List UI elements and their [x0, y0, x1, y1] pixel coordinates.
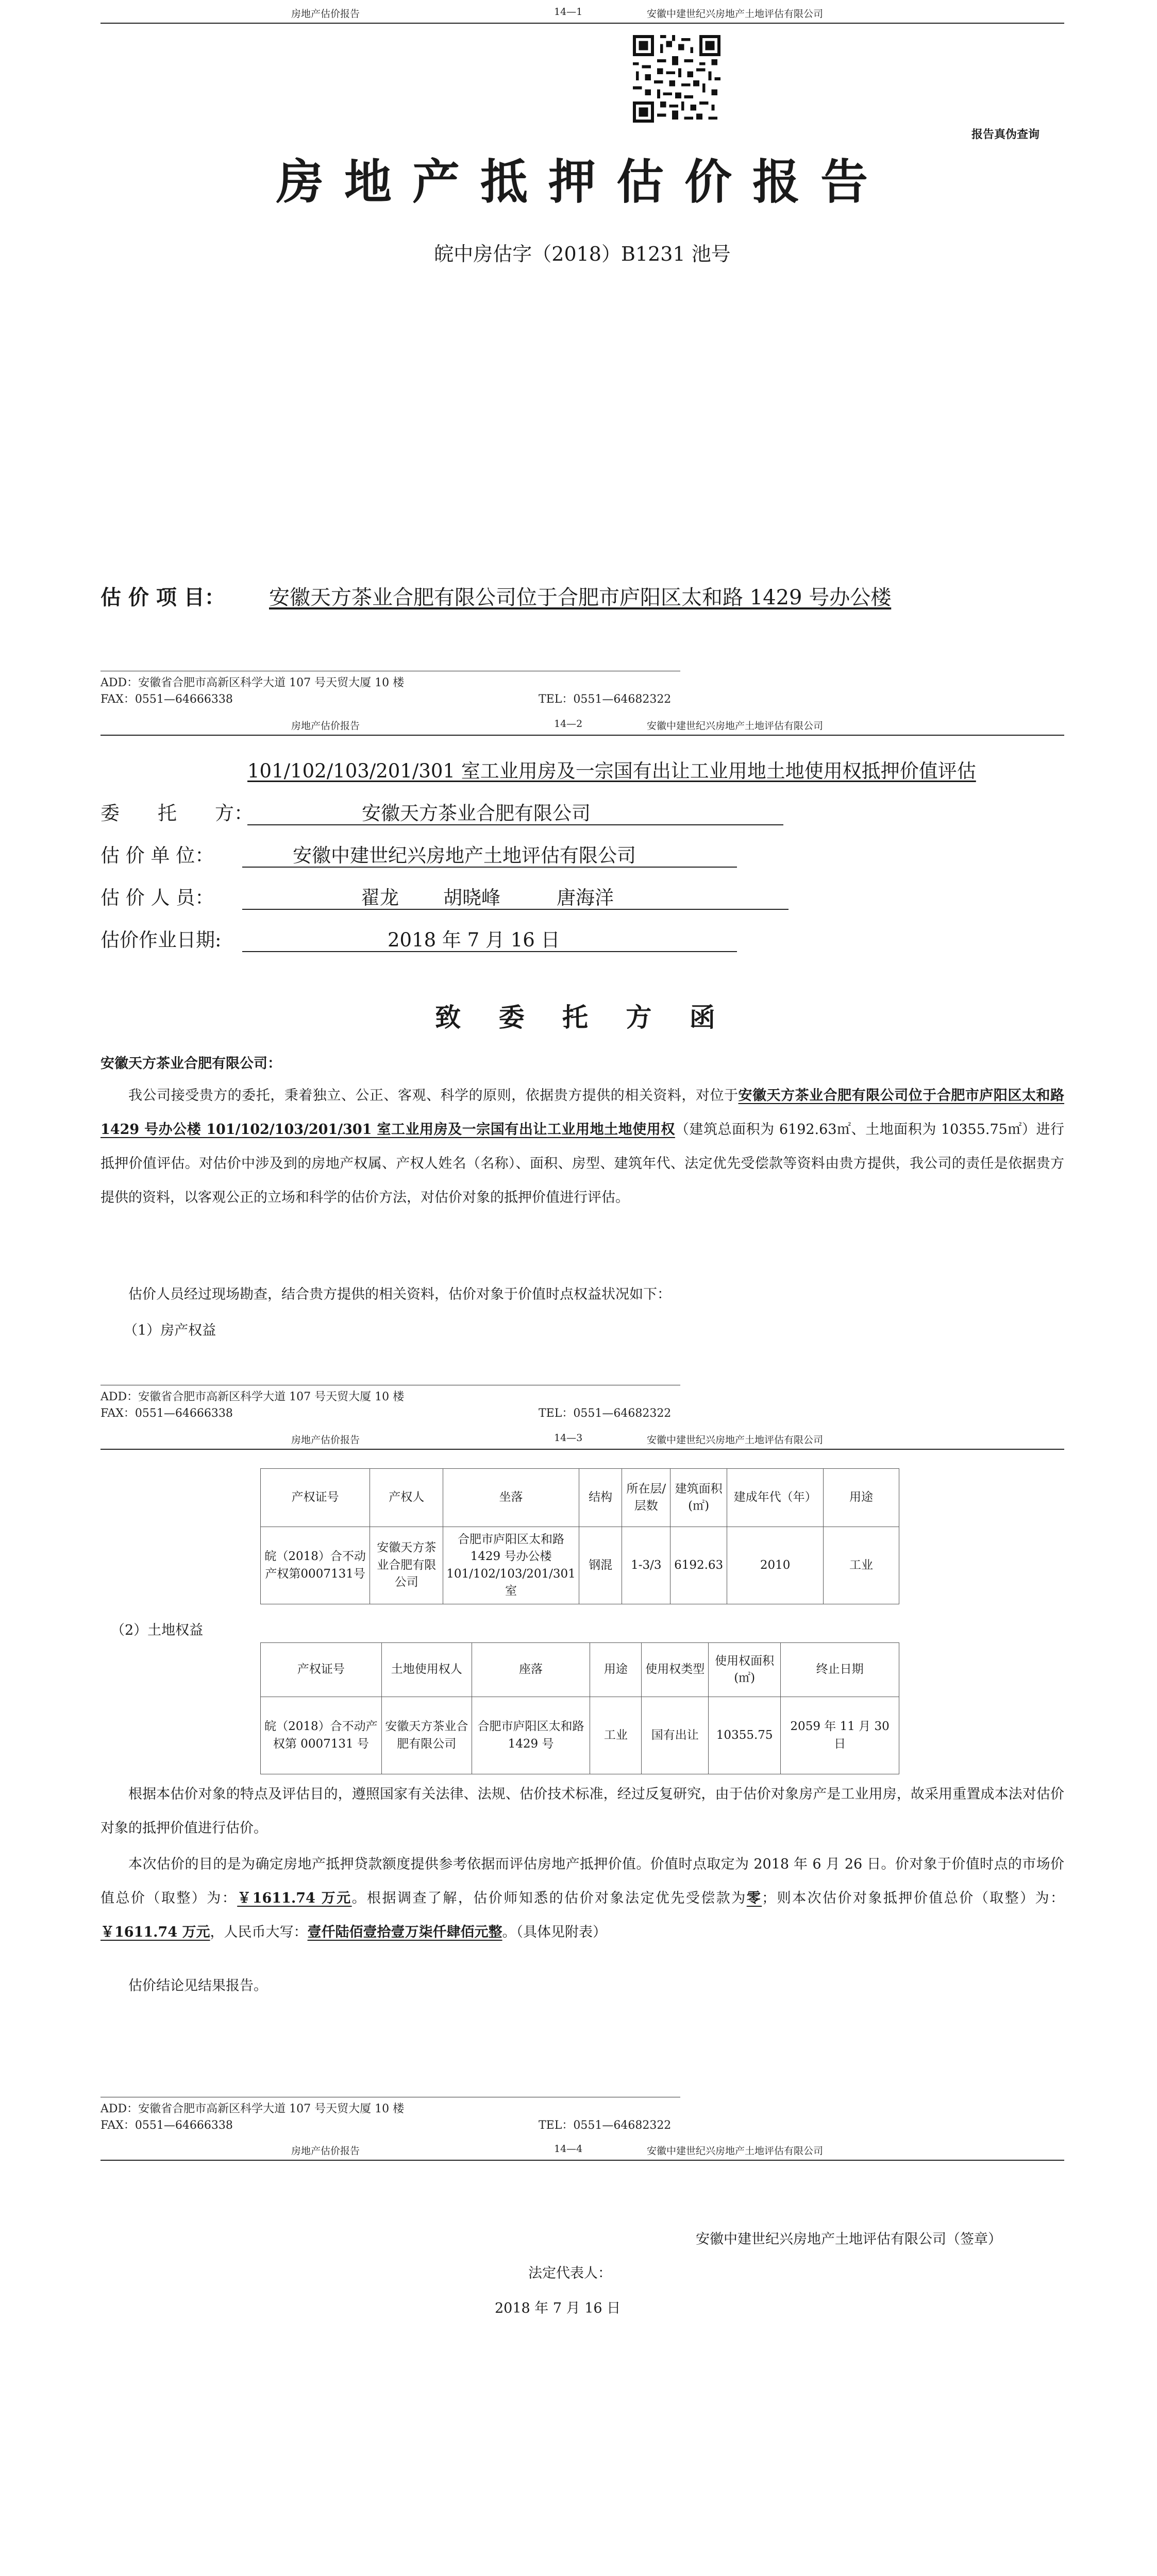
table-cell: 国有出让 — [642, 1697, 709, 1774]
column-header: 土地使用权人 — [381, 1643, 472, 1697]
column-header: 建筑面积(㎡) — [670, 1469, 727, 1527]
column-header: 终止日期 — [781, 1643, 899, 1697]
appraiser-org-label: 估 价 单 位： — [100, 844, 214, 867]
mortgage-value: ￥1611.74 万元 — [100, 1924, 210, 1940]
client-label: 委 托 方： — [100, 802, 253, 824]
table-row — [261, 1527, 899, 1604]
report-number: 皖中房估字（2018）B1231 池号 — [434, 243, 731, 265]
letter-paragraph-2: 估价人员经过现场勘查，结合贵方提供的相关资料，估价对象于价值时点权益状况如下： — [128, 1286, 671, 1302]
column-header: 用途 — [824, 1469, 899, 1527]
page-header-number: 14—2 — [554, 718, 583, 730]
column-header: 结构 — [579, 1469, 622, 1527]
land-rights-table — [260, 1642, 899, 1774]
column-header: 用途 — [590, 1643, 642, 1697]
column-header: 使用权面积(㎡) — [709, 1643, 781, 1697]
column-header: 产权人 — [370, 1469, 443, 1527]
appraiser-name: 唐海洋 — [557, 887, 614, 909]
column-header: 坐落 — [443, 1469, 579, 1527]
header-rule — [100, 735, 1064, 736]
table-cell: 安徽天方茶业合肥有限公司 — [370, 1527, 443, 1604]
letter-title: 致 委 托 方 函 — [435, 1002, 730, 1032]
footer-fax: FAX：0551—64666338 — [100, 2119, 233, 2132]
appraiser-org-value: 安徽中建世纪兴房地产土地评估有限公司 — [293, 844, 636, 867]
signature-legal-representative: 法定代表人： — [528, 2265, 612, 2281]
appraiser-name: 翟龙 — [361, 887, 399, 909]
table-cell: 2010 — [727, 1527, 824, 1604]
letter-paragraph-1: 我公司接受贵方的委托，秉着独立、公正、客观、科学的原则，依据贵方提供的相关资料，对位于安徽天方茶业合肥有限公司位于合肥市庐阳区太和路 1429 号办公楼 101/102/103/201/301 室工业用房及一宗国有出让工业用地土地使用权（建筑总面积为 6192.63㎡、土地面积为 10355.75㎡）进行抵押价值评估。对估价中涉及到的房地产权属、产权人姓名（名称）、面积、房型、建筑年代、法定优先受偿款等资料由贵方提供，我公司的责任是依据贵方提供的资料，以客观公正的立场和科学的估价方法，对估价对象的抵押价值进行评估。 — [100, 1088, 1065, 1206]
page-header-left: 房地产估价报告 — [291, 1434, 360, 1446]
signature-company: 安徽中建世纪兴房地产土地评估有限公司（签章） — [696, 2231, 1002, 2247]
table-cell: 钢混 — [579, 1527, 622, 1604]
client-value: 安徽天方茶业合肥有限公司 — [362, 802, 591, 824]
appraisers-label: 估 价 人 员： — [100, 887, 214, 909]
footer-address: ADD：安徽省合肥市高新区科学大道 107 号天贸大厦 10 楼 — [100, 2103, 405, 2115]
table-cell: 皖（2018）合不动产权第 0007131 号 — [261, 1697, 382, 1774]
footer-fax: FAX：0551—64666338 — [100, 1407, 233, 1420]
project-value-line1: 安徽天方茶业合肥有限公司位于合肥市庐阳区太和路 1429 号办公楼 — [269, 586, 892, 609]
table-cell: 皖（2018）合不动产权第0007131号 — [261, 1527, 370, 1604]
page-header-number: 14—1 — [554, 6, 583, 18]
table-row — [261, 1697, 899, 1774]
footer-tel: TEL：0551—64682322 — [539, 2119, 672, 2132]
page-header-left: 房地产估价报告 — [291, 2145, 360, 2157]
letter-paragraph-3: 根据本估价对象的特点及评估目的，遵照国家有关法律、法规、估价技术标准，经过反复研究，由于估价对象房产是工业用房，故采用重置成本法对估价对象的抵押价值进行估价。 — [100, 1786, 1064, 1836]
table-header-row — [261, 1469, 899, 1527]
page-header-number: 14—3 — [554, 1432, 583, 1444]
qr-caption: 报告真伪查询 — [971, 128, 1040, 141]
column-header: 产权证号 — [261, 1469, 370, 1527]
page-header-right: 安徽中建世纪兴房地产土地评估有限公司 — [647, 2145, 824, 2157]
table-cell: 1-3/3 — [622, 1527, 670, 1604]
column-header: 所在层/层数 — [622, 1469, 670, 1527]
column-header: 建成年代（年） — [727, 1469, 824, 1527]
house-rights-heading: （1）房产权益 — [124, 1323, 216, 1338]
house-rights-table — [260, 1468, 899, 1604]
appraiser-name: 胡晓峰 — [443, 887, 500, 909]
priority-payment: 零 — [746, 1890, 762, 1906]
column-header: 座落 — [472, 1643, 590, 1697]
mortgage-value-in-words: 壹仟陆佰壹拾壹万柒仟肆佰元整 — [307, 1924, 502, 1940]
table-cell: 10355.75 — [709, 1697, 781, 1774]
client-underline — [247, 824, 783, 825]
footer-tel: TEL：0551—64682322 — [539, 693, 672, 706]
letter-paragraph-4: 本次估价的目的是为确定房地产抵押贷款额度提供参考依据而评估房地产抵押价值。价值时点取定为 2018 年 6 月 26 日。价对象于价值时点的市场价值总价（取整）为：￥1611.74 万元。根据调查了解，估价师知悉的估价对象法定优先受偿款为零；则本次估价对象抵押价值总价（取整）为：￥1611.74 万元，人民币大写：壹仟陆佰壹拾壹万柒仟肆佰元整。（具体见附表） — [100, 1856, 1065, 1940]
header-rule — [100, 1449, 1064, 1450]
market-value: ￥1611.74 万元 — [237, 1890, 352, 1906]
page-header-left: 房地产估价报告 — [291, 8, 360, 20]
footer-address: ADD：安徽省合肥市高新区科学大道 107 号天贸大厦 10 楼 — [100, 676, 405, 689]
table-cell: 工业 — [824, 1527, 899, 1604]
work-date-value: 2018 年 7 月 16 日 — [388, 929, 560, 951]
work-date-label: 估价作业日期: — [100, 929, 222, 951]
letter-addressee: 安徽天方茶业合肥有限公司： — [100, 1056, 281, 1072]
footer-fax: FAX：0551—64666338 — [100, 693, 233, 706]
column-header: 产权证号 — [261, 1643, 382, 1697]
column-header: 使用权类型 — [642, 1643, 709, 1697]
work-date-underline — [242, 951, 737, 952]
appraisers-underline — [242, 909, 789, 910]
table-cell: 6192.63 — [670, 1527, 727, 1604]
table-header-row — [261, 1643, 899, 1697]
signature-date: 2018 年 7 月 16 日 — [495, 2300, 621, 2316]
page-header-right: 安徽中建世纪兴房地产土地评估有限公司 — [647, 1434, 824, 1446]
footer-address: ADD：安徽省合肥市高新区科学大道 107 号天贸大厦 10 楼 — [100, 1391, 405, 1403]
qr-code-icon[interactable] — [633, 35, 720, 123]
table-cell: 合肥市庐阳区太和路 1429 号办公楼101/102/103/201/301 室 — [443, 1527, 579, 1604]
table-cell: 工业 — [590, 1697, 642, 1774]
letter-paragraph-5: 估价结论见结果报告。 — [128, 1978, 267, 1994]
page-header-left: 房地产估价报告 — [291, 720, 360, 732]
table-cell: 合肥市庐阳区太和路 1429 号 — [472, 1697, 590, 1774]
header-rule — [100, 23, 1064, 24]
page-header-number: 14—4 — [554, 2143, 583, 2155]
page-header-right: 安徽中建世纪兴房地产土地评估有限公司 — [647, 8, 824, 20]
page-header-right: 安徽中建世纪兴房地产土地评估有限公司 — [647, 720, 824, 732]
report-title: 房地产抵押估价报告 — [276, 154, 888, 210]
project-value-line2: 101/102/103/201/301 室工业用房及一宗国有出让工业用地土地使用权抵押价值评估 — [247, 760, 976, 782]
table-cell: 安徽天方茶业合肥有限公司 — [381, 1697, 472, 1774]
footer-tel: TEL：0551—64682322 — [539, 1407, 672, 1420]
appraiser-org-underline — [242, 867, 737, 868]
project-label: 估 价 项 目： — [100, 585, 225, 609]
table-cell: 2059 年 11 月 30 日 — [781, 1697, 899, 1774]
header-rule — [100, 2160, 1064, 2161]
land-rights-heading: （2）土地权益 — [111, 1622, 204, 1638]
